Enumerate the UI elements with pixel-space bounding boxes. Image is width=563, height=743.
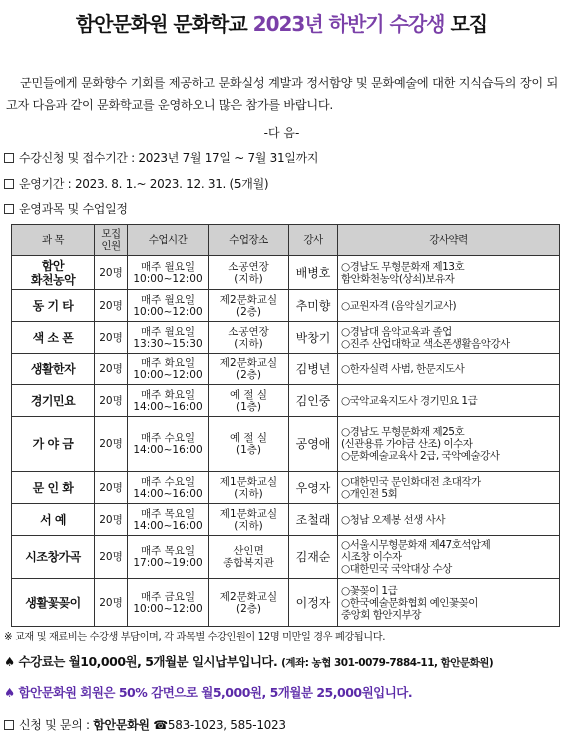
table-row: [12, 290, 560, 322]
table-row: [12, 417, 560, 472]
checkbox-square-icon: [4, 204, 14, 214]
header-place: 수업장소: [209, 225, 289, 256]
course-place: 예 절 실 (1층): [209, 385, 289, 417]
page-title: [0, 8, 563, 37]
course-time: 매주 월요일 13:30~15:30: [128, 322, 209, 354]
course-instructor: 공영애: [289, 417, 338, 472]
course-capacity: 20명: [95, 290, 128, 322]
course-subject: 가 야 금: [12, 417, 95, 472]
contact-info: [4, 716, 286, 733]
course-subject: 문 인 화: [12, 472, 95, 504]
course-instructor: 조철래: [289, 504, 338, 536]
section-application-text: 수강신청 및 접수기간 : 2023년 7월 17일 ~ 7월 31일까지: [19, 151, 319, 165]
course-instructor: 김재순: [289, 536, 338, 579]
course-career: ○경남도 무형문화재 제13호 함안화천농악(상쇠)보유자: [338, 256, 560, 290]
member-discount: ♠ 함안문화원 회원은 50% 감면으로 월5,000원, 5개월분 25,000원입니다.: [4, 685, 413, 700]
course-capacity: 20명: [95, 256, 128, 290]
course-subject: 동 기 타: [12, 290, 95, 322]
section-period-text: 운영기간 : 2023. 8. 1.~ 2023. 12. 31. (5개월): [19, 177, 269, 191]
course-place: 제2문화교실 (2층): [209, 290, 289, 322]
course-career: ○꽃꽂이 1급 ○한국예술문화협회 예인꽃꽂이 중앙회 함안지부장: [338, 579, 560, 627]
fee-account: (계좌: 농협 301-0079-7884-11, 함안문화원): [281, 657, 494, 669]
course-time: 매주 수요일 14:00~16:00: [128, 417, 209, 472]
course-rows: [12, 256, 560, 627]
course-instructor: 김병년: [289, 354, 338, 385]
course-place: 소공연장 (지하): [209, 256, 289, 290]
course-subject: 생활꽃꽂이: [12, 579, 95, 627]
intro-paragraph: 군민들에게 문화향수 기회를 제공하고 문화실성 계발과 정서함양 및 문화예술에 대한 지식습득의 장이 되고자 다음과 같이 문화학교를 운영하오니 많은 참가를 바랍니다.: [6, 76, 558, 112]
course-subject: 생활한자: [12, 354, 95, 385]
fee-main: ♠ 수강료는 월10,000원, 5개월분 일시납부입니다.: [4, 654, 278, 669]
header-subject: 과 목: [12, 225, 95, 256]
course-instructor: 추미향: [289, 290, 338, 322]
course-career: ○교원자격 (음악실기교사): [338, 290, 560, 322]
header-career: 강사약력: [338, 225, 560, 256]
course-capacity: 20명: [95, 322, 128, 354]
table-row: [12, 322, 560, 354]
course-subject: 색 소 폰: [12, 322, 95, 354]
course-time: 매주 월요일 10:00~12:00: [128, 256, 209, 290]
section-operation-period: [4, 175, 268, 192]
course-career: ○서울시무형문화재 제47호석암제 시조창 이수자 ○대한민국 국악대상 수상: [338, 536, 560, 579]
course-instructor: 이정자: [289, 579, 338, 627]
course-career: ○청남 오제봉 선생 사사: [338, 504, 560, 536]
table-row: [12, 579, 560, 627]
section-courses-text: 운영과목 및 수업일정: [19, 202, 128, 216]
course-place: 제2문화교실 (2층): [209, 579, 289, 627]
course-capacity: 20명: [95, 354, 128, 385]
course-capacity: 20명: [95, 536, 128, 579]
course-place: 제2문화교실 (2층): [209, 354, 289, 385]
course-subject: 시조창가곡: [12, 536, 95, 579]
fee-info: [4, 652, 493, 670]
footnote: ※ 교재 및 재료비는 수강생 부담이며, 각 과목별 수강인원이 12명 미만일 경우 폐강됩니다.: [4, 632, 386, 643]
course-subject: 서 예: [12, 504, 95, 536]
contact-phone: ☎583-1023, 585-1023: [153, 718, 286, 732]
course-time: 매주 목요일 14:00~16:00: [128, 504, 209, 536]
da-um-heading: -다 음-: [263, 126, 300, 140]
checkbox-square-icon: [4, 179, 14, 189]
table-row: [12, 385, 560, 417]
table-row: [12, 472, 560, 504]
table-header-row: [12, 225, 560, 256]
course-career: ○경남대 음악교육과 졸업 ○진주 산업대학교 색소폰생활음악강사: [338, 322, 560, 354]
course-capacity: 20명: [95, 579, 128, 627]
checkbox-square-icon: [4, 720, 14, 730]
title-part-org: 함안문화원 문화학교: [75, 12, 247, 36]
course-subject: 경기민요: [12, 385, 95, 417]
section-application-period: [4, 149, 318, 166]
course-place: 제1문화교실 (지하): [209, 504, 289, 536]
course-time: 매주 목요일 17:00~19:00: [128, 536, 209, 579]
course-career: ○국악교육지도사 경기민요 1급: [338, 385, 560, 417]
course-instructor: 우영자: [289, 472, 338, 504]
course-capacity: 20명: [95, 472, 128, 504]
course-place: 예 절 실 (1층): [209, 417, 289, 472]
course-time: 매주 수요일 14:00~16:00: [128, 472, 209, 504]
section-courses: [4, 200, 128, 217]
course-subject: 함안 화천농악: [12, 256, 95, 290]
contact-org: 함안문화원: [93, 718, 150, 732]
header-capacity: 모집 인원: [95, 225, 128, 256]
course-instructor: 김인중: [289, 385, 338, 417]
course-instructor: 배병호: [289, 256, 338, 290]
checkbox-square-icon: [4, 153, 14, 163]
course-capacity: 20명: [95, 385, 128, 417]
course-career: ○경남도 무형문화재 제25호 (신관용류 가야금 산조) 이수자 ○문화예술교육사 2급, 국악예술강사: [338, 417, 560, 472]
course-time: 매주 금요일 10:00~12:00: [128, 579, 209, 627]
course-place: 소공연장 (지하): [209, 322, 289, 354]
course-place: 산인면 종합복지관: [209, 536, 289, 579]
table-row: [12, 256, 560, 290]
header-time: 수업시간: [128, 225, 209, 256]
course-table: [11, 224, 560, 627]
course-career: ○대한민국 문인화대전 초대작가 ○개인전 5회: [338, 472, 560, 504]
table-row: [12, 504, 560, 536]
title-part-recruit: 모집: [450, 12, 488, 36]
course-career: ○한자실력 사범, 한문지도사: [338, 354, 560, 385]
course-instructor: 박창기: [289, 322, 338, 354]
course-capacity: 20명: [95, 504, 128, 536]
course-time: 매주 월요일 10:00~12:00: [128, 290, 209, 322]
course-time: 매주 화요일 14:00~16:00: [128, 385, 209, 417]
course-capacity: 20명: [95, 417, 128, 472]
header-instructor: 강사: [289, 225, 338, 256]
contact-label: 신청 및 문의 :: [19, 718, 90, 732]
title-part-term: 2023년 하반기 수강생: [252, 12, 445, 36]
course-time: 매주 화요일 10:00~12:00: [128, 354, 209, 385]
table-row: [12, 536, 560, 579]
table-row: [12, 354, 560, 385]
course-place: 제1문화교실 (지하): [209, 472, 289, 504]
